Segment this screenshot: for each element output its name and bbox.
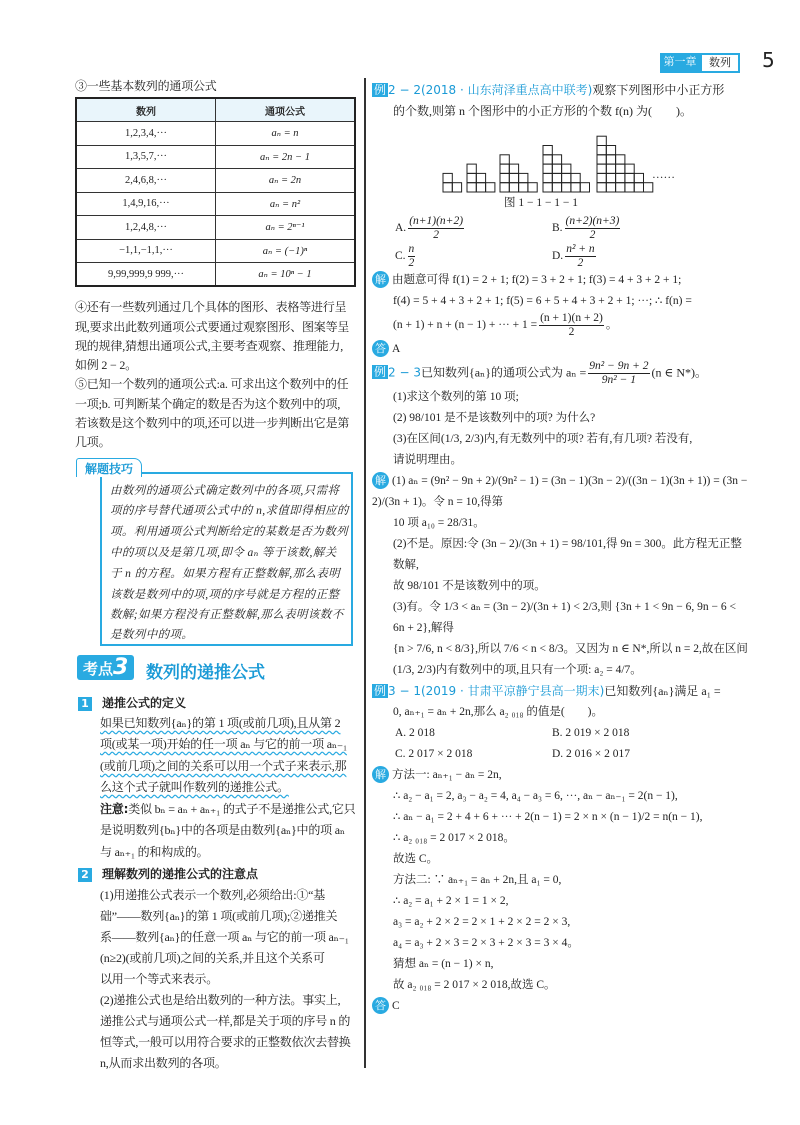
solution-line: (2)不是。原因:令 (3n − 2)/(3n + 1) = 98/101,得 9n = 300。此方程无正整数解, <box>393 538 742 571</box>
square <box>562 183 571 192</box>
solution-line: 故 a₂ ₀₁₈ = 2 017 × 2 018,故选 C。 <box>393 979 556 991</box>
square <box>509 173 518 182</box>
square <box>597 155 606 164</box>
square <box>543 155 552 164</box>
figure-ellipsis: …… <box>652 169 675 181</box>
solution-line: 解 由题意可得 f(1) = 2 + 1; f(2) = 3 + 2 + 1; f(3) = 4 + 3 + 2 + 1; <box>372 270 750 291</box>
kaodian-number: 3 <box>113 655 129 680</box>
square <box>486 183 495 192</box>
para-5-line: ⑤已知一个数列的通项公式:a. 可求出这个数列中的任 <box>75 377 349 391</box>
cell: aₙ = n <box>216 122 356 146</box>
section-title: 递推公式的定义 <box>102 696 187 710</box>
square <box>597 164 606 173</box>
square <box>500 173 509 182</box>
note-line: 是说明数列{bₙ}中的各项是由数列{aₙ}中的项 aₙ <box>100 823 345 837</box>
column-divider <box>364 78 366 1068</box>
solution-line: ∴ a₂ − a₁ = 2, a₃ − a₂ = 4, a₄ − a₃ = 6, ···, aₙ − aₙ₋₁ = 2(n − 1), <box>393 790 678 802</box>
square <box>634 183 643 192</box>
option-d: D. $\frac{\text{n² + n}}{2}$ <box>552 242 595 269</box>
table-row <box>76 192 355 216</box>
body-line: 恒等式,一般可以用符合要求的正整数依次去替换 <box>100 1035 351 1049</box>
square <box>467 164 476 173</box>
square <box>625 183 634 192</box>
table-row <box>76 263 355 287</box>
cell: aₙ = 2ⁿ⁻¹ <box>216 216 356 240</box>
option-d: D. 2 016 × 2 017 <box>552 748 631 760</box>
body-line: 以用一个等式来表示。 <box>100 972 219 986</box>
solution-line: 方法二: ∵ aₙ₊₁ = aₙ + 2n,且 a₁ = 0, <box>393 874 562 886</box>
note-line: 与 aₙ₊₁ 的和构成的。 <box>100 845 209 859</box>
square <box>606 173 615 182</box>
option-c: C. 2 017 × 2 018 <box>395 748 473 760</box>
example-label: 例 <box>374 83 387 97</box>
square <box>500 164 509 173</box>
staircase-figure <box>372 122 750 194</box>
square <box>616 164 625 173</box>
cell: 1,2,4,8,··· <box>76 216 216 240</box>
kaodian-badge <box>77 655 134 680</box>
table-row <box>76 239 355 263</box>
square <box>543 183 552 192</box>
cell: aₙ = (−1)ⁿ <box>216 239 356 263</box>
chapter-label: 第一章 <box>660 53 700 73</box>
example-id: 2 − 2(2018 · 山东菏泽重点高中联考) <box>388 83 593 97</box>
para-4-line: 现的规律,猜想出通项公式,主要考查观察、推理能力, <box>75 339 344 353</box>
solution-line: 解 方法一: aₙ₊₁ − aₙ = 2n, <box>372 765 750 786</box>
body-line: (2)递推公式也是给出数列的一种方法。事实上, <box>100 993 341 1007</box>
square <box>519 183 528 192</box>
square <box>443 173 452 182</box>
square <box>597 173 606 182</box>
answer-line: 答 C <box>372 996 750 1017</box>
definition-line: 项(或某一项)开始的任一项 aₙ 与它的前一项 aₙ₋₁ <box>100 737 347 751</box>
formula-table <box>75 97 356 287</box>
question-line: (1)求这个数列的第 10 项; <box>393 391 519 403</box>
body-line: n,从而求出数列的各项。 <box>100 1056 227 1070</box>
definition-line: 如果已知数列{aₙ}的第 1 项(或前几项),且从第 2 <box>100 716 341 730</box>
staircase-figure-1 <box>443 173 462 192</box>
answer-icon: 答 <box>372 340 389 357</box>
square <box>552 183 561 192</box>
table-header: 通项公式 <box>216 98 356 122</box>
figure-caption: 图 1 − 1 − 1 − 1 <box>503 197 579 209</box>
example-3-1-heading: 例 3 − 1(2019 · 甘肃平凉静宁县高一期末)已知数列{aₙ}满足 a₁ = <box>374 684 721 698</box>
cell: 2,4,6,8,··· <box>76 169 216 193</box>
tip-line: 于 n 的方程。如果方程有正整数解,那么表明 <box>110 568 341 580</box>
square <box>616 173 625 182</box>
cell: −1,1,−1,1,··· <box>76 239 216 263</box>
staircase-figure-2 <box>467 164 495 192</box>
body-line: (n≥2)(或前几项)之间的关系,并且这个关系可 <box>100 951 325 965</box>
page-number: 5 <box>762 48 775 72</box>
definition-line: 么这个式子就叫作数列的递推公式。 <box>100 780 289 794</box>
cell: 1,3,5,7,··· <box>76 145 216 169</box>
square <box>606 164 615 173</box>
note-line <box>100 800 355 817</box>
option-a: A. 2 018 <box>395 727 435 739</box>
square <box>606 183 615 192</box>
cell: aₙ = n² <box>216 192 356 216</box>
para-5-line: 一项;b. 可判断某个确定的数是否为这个数列中的项, <box>75 397 341 411</box>
square <box>571 183 580 192</box>
square <box>571 173 580 182</box>
square <box>476 173 485 182</box>
solution-line: (1/3, 2/3)内有数列中的项,且只有一个项: a₂ = 4/7。 <box>393 664 642 676</box>
table-row <box>76 145 355 169</box>
square <box>500 155 509 164</box>
square <box>552 155 561 164</box>
table-row <box>76 216 355 240</box>
solution-line: ∴ a₂ ₀₁₈ = 2 017 × 2 018。 <box>393 832 515 844</box>
kaodian-label: 考点 <box>83 660 114 678</box>
square <box>625 164 634 173</box>
para-5-line: 几项。 <box>75 435 111 449</box>
tip-line: 项的序号替代通项公式中的 n,求值即得相应的 <box>110 505 349 517</box>
solution-line: (3)有。令 1/3 < aₙ = (3n − 2)/(3n + 1) < 2/3,则 {3n + 1 < 9n − 6, 9n − 6 < 6n + 2},解得 <box>393 601 737 634</box>
section-title: 理解数列的递推公式的注意点 <box>102 867 259 881</box>
note-label: 注意: <box>100 802 129 816</box>
solution-line: 故选 C。 <box>393 853 439 865</box>
section-number: 1 <box>78 697 92 711</box>
square <box>552 173 561 182</box>
square <box>528 183 537 192</box>
example-3-1-options <box>372 723 750 765</box>
tip-label: 解题技巧 <box>76 458 142 477</box>
figure <box>372 122 750 214</box>
section-2-heading <box>78 865 258 882</box>
tip-line: 数解;如果方程没有正整数解,那么表明该数不 <box>110 609 344 621</box>
square <box>616 183 625 192</box>
cell: aₙ = 10ⁿ − 1 <box>216 263 356 287</box>
solution-line: 猜想 aₙ = (n − 1) × n, <box>393 958 494 970</box>
staircase-figure-3 <box>500 155 537 192</box>
option-a: A. $\frac{(n+1)(n+2)}{2}$ <box>395 214 464 241</box>
para-4-line: 现,要求出此数列通项公式要通过观察图形、图案等呈 <box>75 320 350 334</box>
body-line: 础”——数列{aₙ}的第 1 项(或前几项);②递推关 <box>100 909 338 923</box>
example-2-2-options <box>372 214 750 270</box>
cell: aₙ = 2n − 1 <box>216 145 356 169</box>
solution-line: 故 98/101 不是该数列中的项。 <box>393 580 546 592</box>
square <box>543 164 552 173</box>
square <box>452 183 461 192</box>
tip-line: 是数列中的项。 <box>110 629 194 641</box>
body-line: 递推公式与通项公式一样,都是关于项的序号 n 的 <box>100 1014 351 1028</box>
answer-line: 答 A <box>372 339 750 360</box>
cell: 9,99,999,9 999,··· <box>76 263 216 287</box>
solution-line: a₄ = a₃ + 2 × 3 = 2 × 3 + 2 × 3 = 3 × 4。 <box>393 937 579 949</box>
square <box>625 173 634 182</box>
tip-line: 中的项以及是第几项,即令 aₙ 等于该数,解关 <box>110 547 337 559</box>
example-text: 的个数,则第 n 个图形中的小正方形的个数 f(n) 为( )。 <box>393 104 692 118</box>
question-line: (2) 98/101 是不是该数列中的项? 为什么? <box>393 412 596 424</box>
tip-line: 该数是数列中的项,项的序号就是方程的正整 <box>110 589 340 601</box>
right-column <box>372 80 750 1017</box>
solution-line: ∴ aₙ − a₁ = 2 + 4 + 6 + ··· + 2(n − 1) = 2 × n × (n − 1)/2 = n(n − 1), <box>393 811 703 823</box>
section-1-heading <box>78 694 186 711</box>
square <box>519 173 528 182</box>
cell: 1,2,3,4,··· <box>76 122 216 146</box>
square <box>606 146 615 155</box>
section-label: 数列 <box>700 53 740 73</box>
square <box>597 183 606 192</box>
table-row <box>76 122 355 146</box>
kaodian-title: 数列的递推公式 <box>146 663 265 683</box>
option-c: C. $\frac{n}{2}$ <box>395 242 415 269</box>
question-line: 请说明理由。 <box>393 454 462 466</box>
square <box>443 183 452 192</box>
table-header: 数列 <box>76 98 216 122</box>
note-text: 类似 bₙ = aₙ + aₙ₊₁ 的式子不是递推公式,它只 <box>128 802 356 816</box>
solution-line: a₃ = a₂ + 2 × 2 = 2 × 1 + 2 × 2 = 2 × 3, <box>393 916 571 928</box>
square <box>543 173 552 182</box>
square <box>634 173 643 182</box>
square <box>509 164 518 173</box>
solution-line: 解 (1) aₙ = (9n² − 9n + 2)/(9n² − 1) = (3n − 1)(3n − 2)/((3n − 1)(3n + 1)) = (3n − 2)/(3n + 1)。令 n = 10,得第 <box>372 474 748 508</box>
solution-line: 10 项 a₁₀ = 28/31。 <box>393 517 485 529</box>
body-line: (1)用递推公式表示一个数列,必须给出:①“基 <box>100 888 326 902</box>
body-line: 系——数列{aₙ}的任意一项 aₙ 与它的前一项 aₙ₋₁ <box>100 930 349 944</box>
square <box>597 146 606 155</box>
para-4-line: ④还有一些数列通过几个具体的图形、表格等进行呈 <box>75 300 347 314</box>
staircase-figure-5 <box>597 136 653 192</box>
solution-line: ∴ a₂ = a₁ + 2 × 1 = 1 × 2, <box>393 895 509 907</box>
square <box>562 173 571 182</box>
square <box>562 164 571 173</box>
question-line: (3)在区间(1/3, 2/3)内,有无数列中的项? 若有,有几项? 若没有, <box>393 433 693 445</box>
para-4-line: 如例 2 − 2。 <box>75 358 137 372</box>
square <box>606 155 615 164</box>
example-text: 0, aₙ₊₁ = aₙ + 2n,那么 a₂ ₀₁₈ 的值是( )。 <box>393 706 604 718</box>
square <box>580 183 589 192</box>
example-2-3-heading: 例 2 − 3已知数列{aₙ}的通项公式为 aₙ = $\frac{\text{9n² − 9n + 2}}{\text{9n² − 1}}$ (n ∈ N*)。 <box>374 360 708 386</box>
square <box>552 164 561 173</box>
solution-line: f(4) = 5 + 4 + 3 + 2 + 1; f(5) = 6 + 5 + 4 + 3 + 2 + 1; ···; ∴ f(n) = <box>393 295 692 307</box>
table-row <box>76 169 355 193</box>
solution-line: {n > 7/6, n < 8/3},所以 7/6 < n < 8/3。又因为 n ∈ N*,所以 n = 2,故在区间 <box>393 643 748 655</box>
square <box>509 183 518 192</box>
square <box>467 173 476 182</box>
section-number: 2 <box>78 868 92 882</box>
solution-line: (n + 1) + n + (n − 1) + ··· + 1 = $\frac{(n + 1)(n + 2)}{2}$ 。 <box>393 312 618 338</box>
cell: aₙ = 2n <box>216 169 356 193</box>
option-b: B. 2 019 × 2 018 <box>552 727 630 739</box>
square <box>616 155 625 164</box>
definition-line: (或前几项)之间的关系可以用一个式子来表示,那 <box>100 759 347 773</box>
table-title: ③一些基本数列的通项公式 <box>75 79 217 93</box>
square <box>644 183 653 192</box>
square <box>467 183 476 192</box>
solution-icon: 解 <box>372 271 389 288</box>
tip-line: 项。利用通项公式判断给定的某数是否为数列 <box>110 526 348 538</box>
option-b: B. $\frac{(n+2)(n+3)}{2}$ <box>552 214 620 241</box>
square <box>476 183 485 192</box>
square <box>597 136 606 145</box>
square <box>543 146 552 155</box>
tip-line: 由数列的通项公式确定数列中的各项,只需将 <box>110 485 340 497</box>
staircase-figure-4 <box>543 146 590 193</box>
example-text: 观察下列图形中小正方形 <box>592 83 725 97</box>
cell: 1,4,9,16,··· <box>76 192 216 216</box>
example-2-2-heading <box>372 80 750 101</box>
square <box>500 183 509 192</box>
para-5-line: 若该数是这个数列中的项,还可以进一步判断出它是第 <box>75 416 350 430</box>
